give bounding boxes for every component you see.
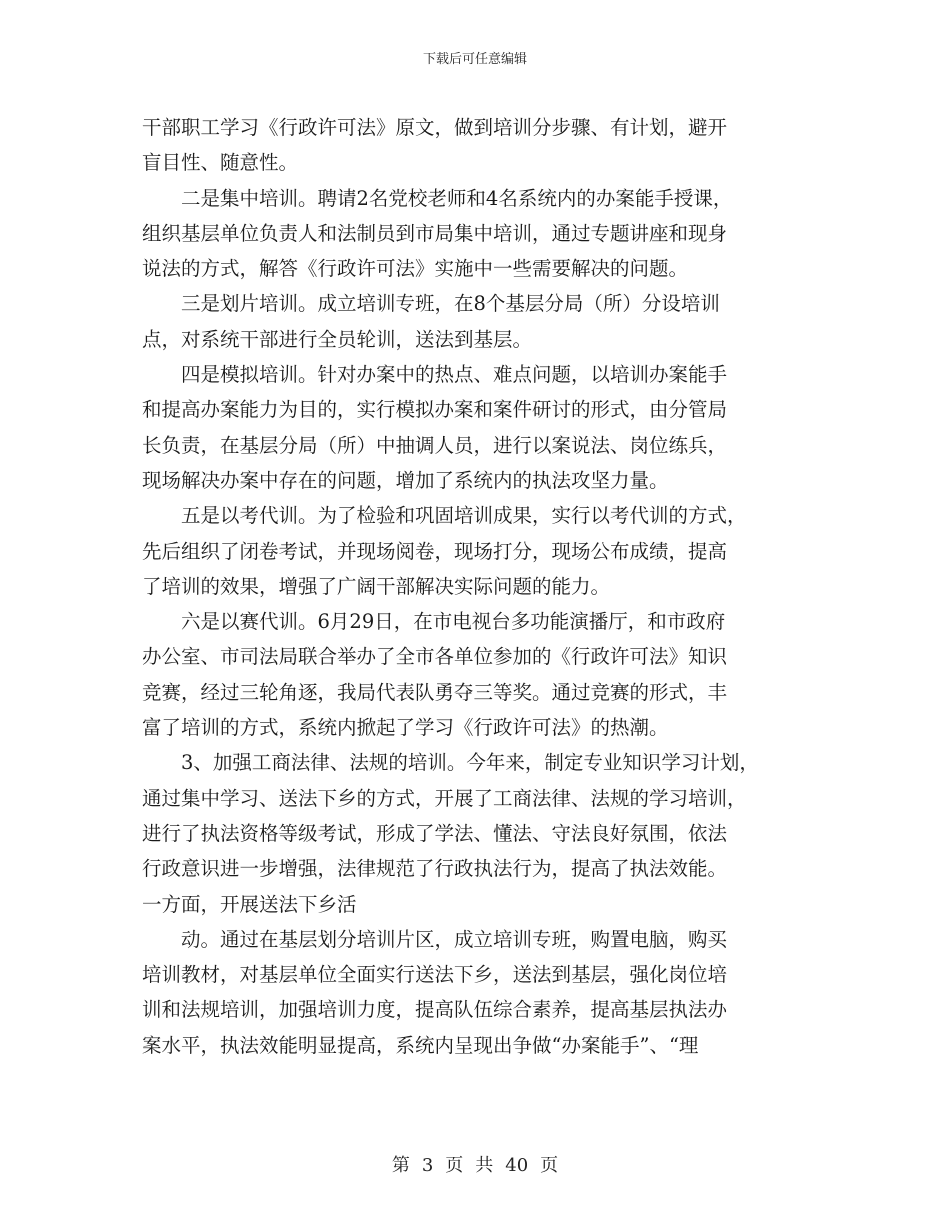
footer-total-label: 共 [475, 1155, 494, 1176]
body-line: 六是以赛代训。6月29日，在市电视台多功能演播厅，和市政府 [181, 610, 726, 634]
body-line: 竞赛，经过三轮角逐，我局代表队勇夺三等奖。通过竞赛的形式，丰 [142, 680, 728, 704]
footer-page-word: 页 [445, 1155, 464, 1176]
body-line: 动。通过在基层划分培训片区，成立培训专班，购置电脑，购买 [181, 927, 728, 951]
body-line: 盲目性、随意性。 [142, 151, 299, 175]
body-line: 组织基层单位负责人和法制员到市局集中培训，通过专题讲座和现身 [142, 221, 728, 245]
footer-prefix: 第 [391, 1155, 410, 1176]
page-footer [0, 1155, 950, 1177]
body-line: 了培训的效果，增强了广阔干部解决实际问题的能力。 [142, 574, 611, 598]
body-line: 二是集中培训。聘请2名党校老师和4名系统内的办案能手授课， [181, 186, 733, 210]
body-line: 训和法规培训，加强培训力度，提高队伍综合素养，提高基层执法办 [142, 998, 728, 1022]
body-line: 培训教材，对基层单位全面实行送法下乡，送法到基层，强化岗位培 [142, 963, 728, 987]
page-header-note: 下载后可任意编辑 [422, 52, 527, 67]
body-line: 行政意识进一步增强，法律规范了行政执法行为，提高了执法效能。 [142, 857, 728, 881]
body-line: 四是模拟培训。针对办案中的热点、难点问题，以培训办案能手 [181, 363, 728, 387]
body-line: 说法的方式，解答《行政许可法》实施中一些需要解决的问题。 [142, 257, 689, 281]
body-line: 先后组织了闭卷考试，并现场阅卷，现场打分，现场公布成绩，提高 [142, 539, 728, 563]
body-line: 三是划片培训。成立培训专班，在8个基层分局（所）分设培训 [181, 292, 720, 316]
body-line: 一方面，开展送法下乡活 [142, 892, 357, 916]
body-line: 现场解决办案中存在的问题，增加了系统内的执法攻坚力量。 [142, 468, 669, 492]
body-line: 通过集中学习、送法下乡的方式，开展了工商法律、法规的学习培训， [142, 786, 747, 810]
body-line: 干部职工学习《行政许可法》原文，做到培训分步骤、有计划，避开 [142, 116, 728, 139]
body-line: 和提高办案能力为目的，实行模拟办案和案件研讨的形式，由分管局 [142, 398, 728, 422]
body-line: 点，对系统干部进行全员轮训，送法到基层。 [142, 327, 533, 351]
document-body [142, 110, 822, 1063]
footer-page-number: 3 [421, 1155, 434, 1176]
footer-total-pages: 40 [505, 1155, 529, 1176]
body-line: 3、加强工商法律、法规的培训。今年来，制定专业知识学习计划， [181, 751, 759, 775]
body-line: 五是以考代训。为了检验和巩固培训成果，实行以考代训的方式， [181, 504, 747, 528]
body-line: 案水平，执法效能明显提高，系统内呈现出争做“办案能手”、“理 [142, 1033, 699, 1057]
footer-suffix: 页 [540, 1155, 559, 1176]
body-line: 长负责，在基层分局（所）中抽调人员，进行以案说法、岗位练兵， [142, 433, 728, 457]
body-line: 进行了执法资格等级考试，形成了学法、懂法、守法良好氛围，依法 [142, 821, 728, 845]
body-line: 富了培训的方式，系统内掀起了学习《行政许可法》的热潮。 [142, 716, 669, 740]
body-line: 办公室、市司法局联合举办了全市各单位参加的《行政许可法》知识 [142, 645, 728, 669]
